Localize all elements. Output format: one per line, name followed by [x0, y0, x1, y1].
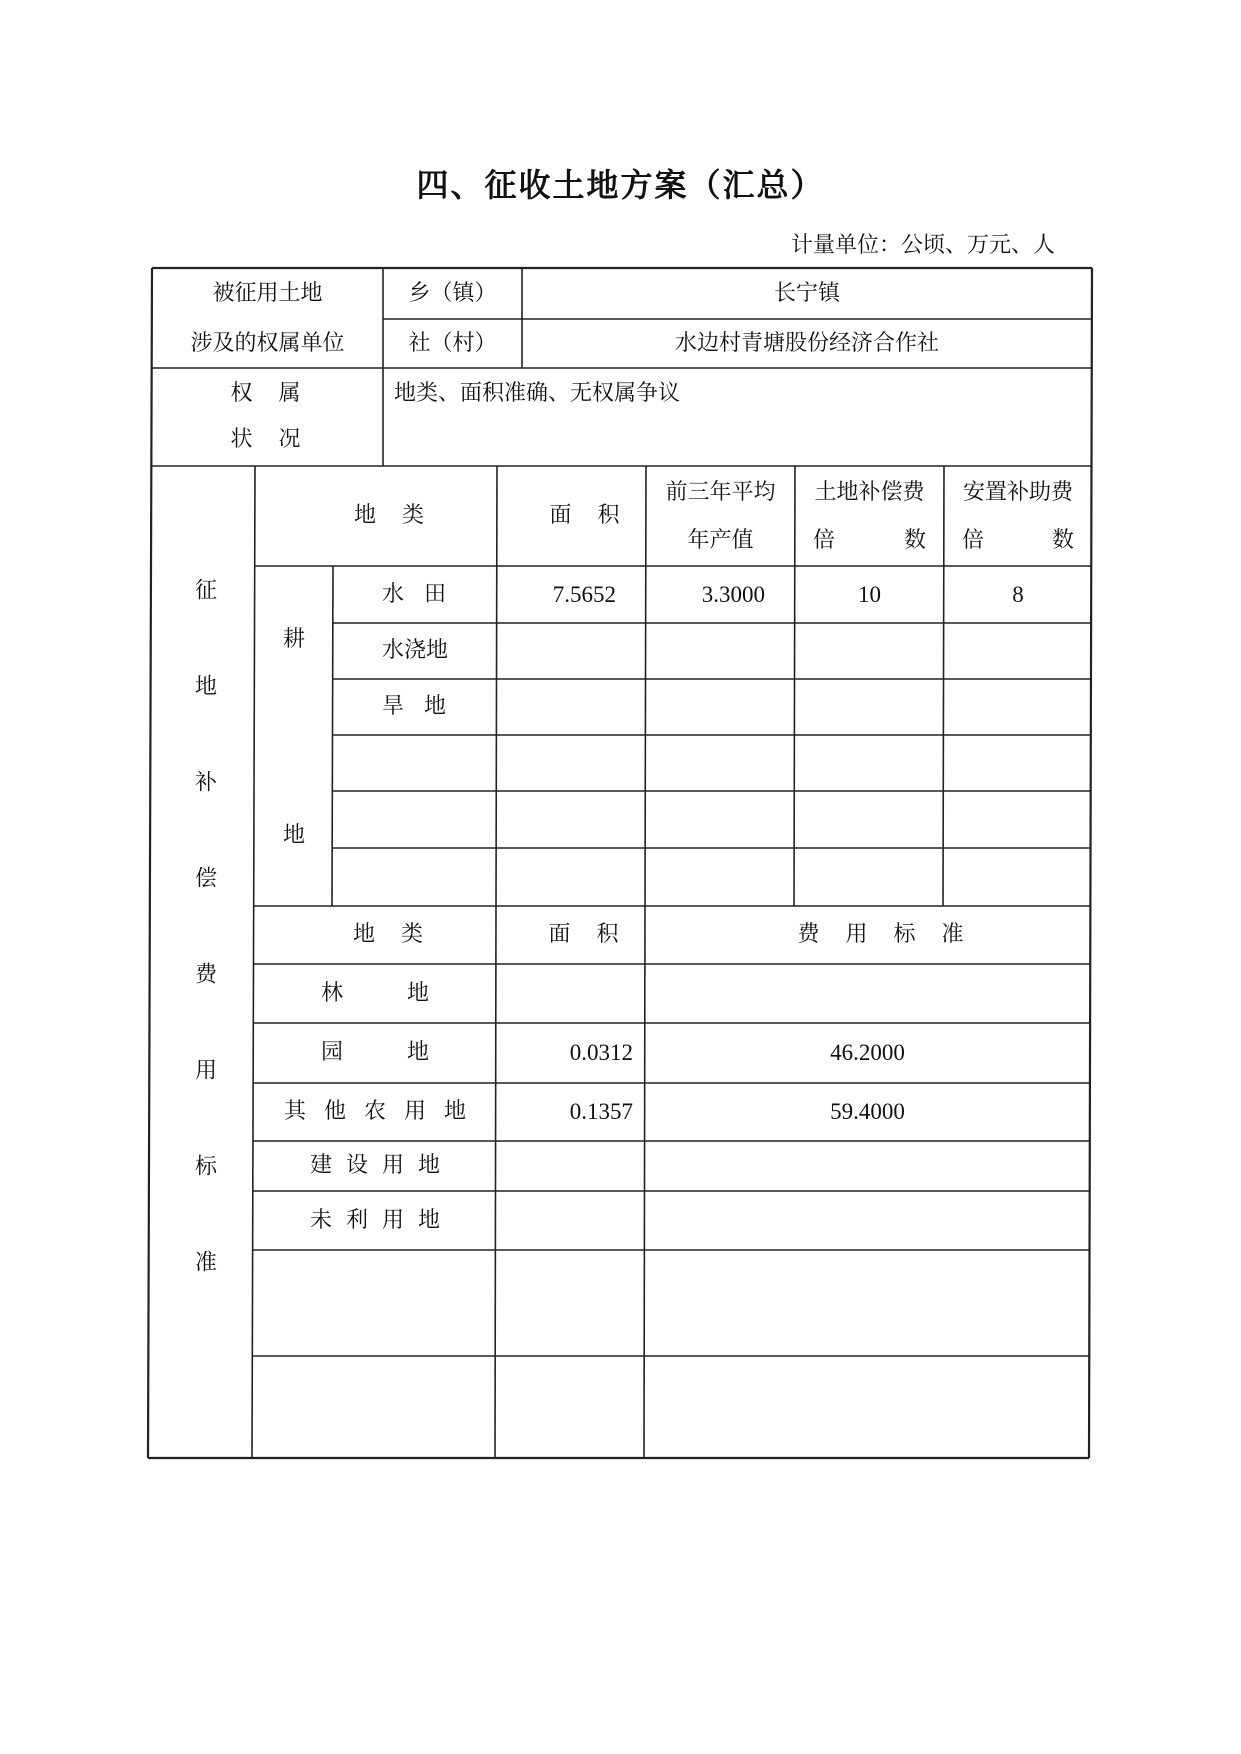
measurement-unit-note: 计量单位：公顷、万元、人	[790, 233, 1055, 258]
document-title: 四、征收土地方案（汇总）	[416, 166, 825, 204]
cultivated-row-avg-output: 3.3000	[701, 581, 765, 607]
status-value: 地类、面积准确、无权属争议	[394, 381, 681, 406]
other-header-land-type: 地类	[352, 922, 449, 947]
other-row-type: 其他农用地	[283, 1099, 484, 1124]
other-row-area: 0.0312	[569, 1040, 633, 1065]
header-comp-multiple-line1: 土地补偿费	[814, 480, 925, 505]
header-resettle-multiple-line2	[944, 518, 1092, 564]
header-avg-output-line2: 年产值	[687, 528, 754, 553]
cultivated-row-type: 水 田	[382, 581, 448, 607]
other-header-fee-standard: 费用标准	[797, 922, 990, 947]
cultivated-group-top: 耕	[282, 627, 305, 652]
header-comp-multiple-shu: 数	[903, 528, 926, 553]
other-row-area: 0.1357	[569, 1099, 633, 1124]
cultivated-header-land-type: 地类	[353, 503, 450, 528]
header-resettle-multiple-line1: 安置补助费	[962, 480, 1073, 505]
town-value: 长宁镇	[773, 280, 840, 306]
other-row-fee: 46.2000	[830, 1040, 905, 1065]
cultivated-row-type: 水浇地	[381, 638, 448, 663]
village-label: 社（村）	[408, 330, 497, 356]
header-avg-output-line1: 前三年平均	[665, 480, 776, 505]
other-row-type: 园地	[320, 1040, 493, 1065]
cultivated-group-bottom: 地	[282, 823, 305, 848]
status-label-line2: 状 况	[230, 427, 305, 452]
cultivated-row-resettle-multiple: 8	[1012, 581, 1024, 607]
cultivated-header-area: 面积	[549, 503, 646, 528]
other-row-type: 未利用地	[309, 1207, 454, 1233]
other-header-area: 面积	[548, 922, 645, 947]
compensation-side-label: 征地补偿费用标准	[191, 578, 217, 1346]
status-label-line1: 权 属	[230, 381, 305, 406]
ownership-label-line2: 涉及的权属单位	[190, 330, 345, 356]
header-comp-multiple-bei: 倍	[813, 528, 836, 553]
header-resettle-multiple-shu: 数	[1051, 528, 1074, 553]
town-label: 乡（镇）	[408, 280, 497, 306]
other-row-type: 林地	[320, 980, 493, 1006]
other-row-fee: 59.4000	[830, 1099, 905, 1124]
ownership-label-line1: 被征用土地	[212, 280, 323, 306]
village-value: 水边村青塘股份经济合作社	[674, 330, 939, 356]
header-resettle-multiple-bei: 倍	[962, 528, 985, 553]
cultivated-row-type: 旱 地	[382, 694, 448, 719]
header-comp-multiple-line2	[795, 518, 944, 564]
cultivated-row-area: 7.5652	[552, 581, 616, 607]
other-row-type: 建设用地	[309, 1153, 454, 1178]
cultivated-row-comp-multiple: 10	[858, 581, 881, 607]
